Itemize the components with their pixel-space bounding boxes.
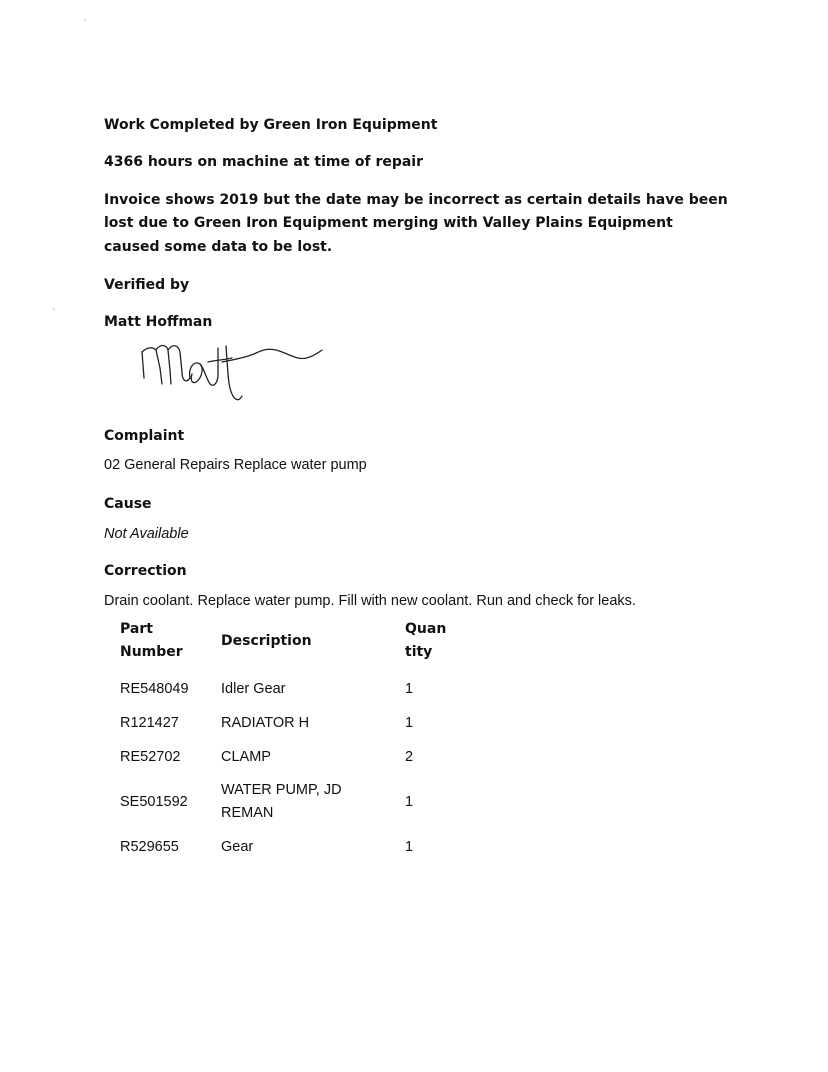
part-number-cell: RE52702 (120, 748, 181, 765)
invoice-note-line-2: lost due to Green Iron Equipment merging with Valley Plains Equipment (104, 215, 673, 231)
work-completed-line: Work Completed by Green Iron Equipment (104, 117, 438, 133)
signature-stroke (168, 346, 190, 381)
table-row (110, 672, 461, 706)
quantity-cell: 1 (405, 680, 414, 697)
invoice-note-line-1: Invoice shows 2019 but the date may be incorrect as certain details have been (104, 192, 728, 208)
part-number-cell: SE501592 (120, 793, 188, 810)
signature-stroke (226, 346, 242, 400)
cause-heading: Cause (104, 496, 152, 512)
verifier-name: Matt Hoffman (104, 314, 213, 330)
scan-speck (84, 19, 86, 21)
description-cell: Gear (221, 838, 254, 855)
verified-by-label: Verified by (104, 277, 190, 293)
description-line-1: WATER PUMP, JD (221, 782, 342, 798)
quantity-cell: 2 (405, 748, 414, 765)
signature-stroke (142, 348, 162, 384)
complaint-text: 02 General Repairs Replace water pump (104, 457, 367, 473)
part-number-header (110, 612, 211, 672)
quantity-cell: 1 (405, 714, 414, 731)
signature-image (138, 338, 328, 412)
signature-stroke (222, 349, 322, 362)
invoice-note-line-3: caused some data to be lost. (104, 239, 333, 255)
part-number-header-line-1: Part (120, 621, 153, 637)
cause-text: Not Available (104, 526, 189, 542)
signature-stroke (142, 352, 144, 378)
description-cell (211, 774, 395, 830)
table-row (110, 740, 461, 774)
part-number-cell: R121427 (120, 714, 179, 731)
scan-speck (53, 308, 55, 310)
part-number-header-line-2: Number (120, 644, 183, 660)
signature-text: Matt (138, 338, 141, 339)
complaint-heading: Complaint (104, 428, 185, 444)
parts-table-header-row (110, 612, 461, 672)
correction-text: Drain coolant. Replace water pump. Fill with new coolant. Run and check for leaks. (104, 593, 636, 609)
description-cell: Idler Gear (221, 680, 286, 697)
table-row (110, 774, 461, 830)
quantity-header-line-2: tity (405, 644, 433, 660)
part-number-cell: R529655 (120, 838, 179, 855)
quantity-cell: 1 (405, 793, 414, 810)
parts-table (110, 612, 461, 864)
quantity-cell: 1 (405, 838, 414, 855)
signature-stroke (200, 348, 218, 385)
hours-line: 4366 hours on machine at time of repair (104, 154, 424, 170)
part-number-cell: RE548049 (120, 680, 189, 697)
description-header: Description (221, 632, 312, 649)
quantity-header-line-1: Quan (405, 621, 447, 637)
table-row (110, 706, 461, 740)
description-line-2: REMAN (221, 805, 274, 821)
table-row (110, 830, 461, 864)
signature-stroke (156, 346, 171, 385)
quantity-header (395, 612, 461, 672)
description-cell: CLAMP (221, 748, 271, 765)
correction-heading: Correction (104, 563, 187, 579)
description-cell: RADIATOR H (221, 714, 310, 731)
signature-stroke (190, 363, 202, 383)
